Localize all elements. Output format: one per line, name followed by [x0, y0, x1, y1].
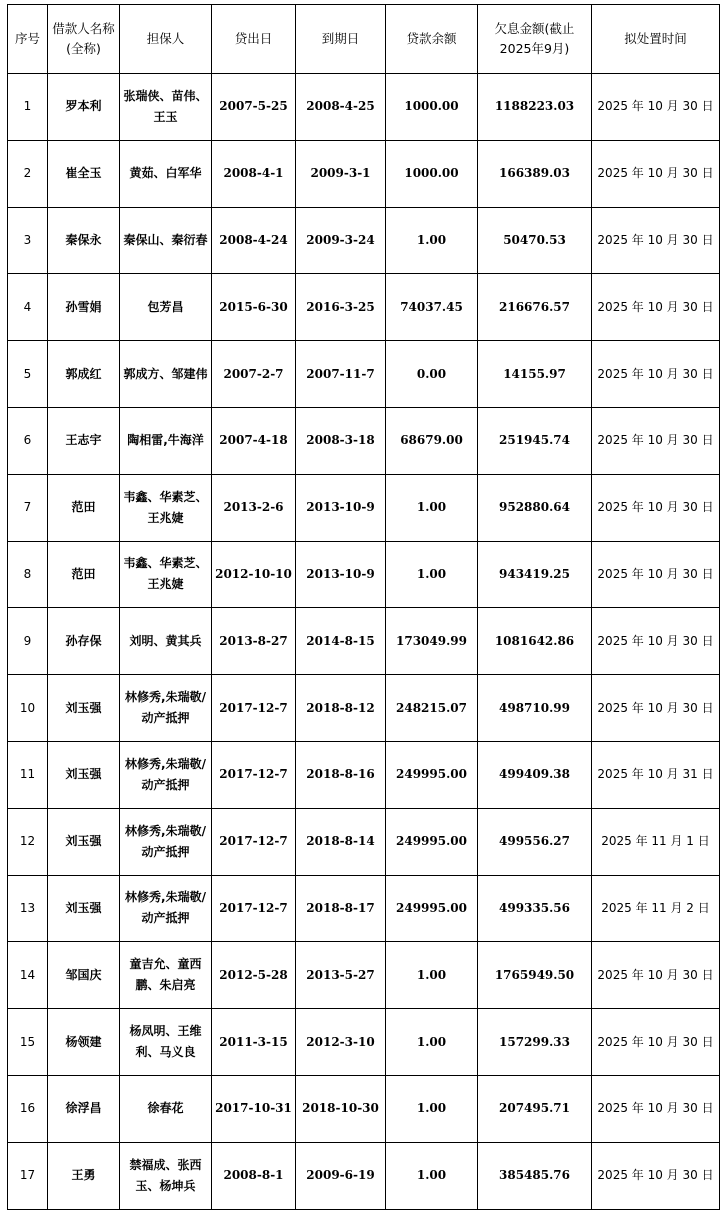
header-loan-date: 贷出日: [212, 5, 296, 74]
due-date: 2018-8-16: [296, 741, 386, 808]
borrower-name: 范田: [48, 541, 120, 608]
row-index: 9: [8, 608, 48, 675]
loan-balance: 248215.07: [386, 675, 478, 742]
guarantor: 杨凤明、王维利、马义良: [120, 1009, 212, 1076]
borrower-name: 孙存保: [48, 608, 120, 675]
borrower-name: 孙雪娟: [48, 274, 120, 341]
loan-date: 2013-8-27: [212, 608, 296, 675]
planned-disposal-date: 2025 年 10 月 30 日: [592, 608, 720, 675]
guarantor: 韦鑫、华素芝、王兆婕: [120, 541, 212, 608]
planned-disposal-date: 2025 年 10 月 30 日: [592, 1142, 720, 1209]
borrower-name: 刘玉强: [48, 808, 120, 875]
guarantor: 包芳昌: [120, 274, 212, 341]
interest-owed: 385485.76: [478, 1142, 592, 1209]
planned-disposal-date: 2025 年 11 月 2 日: [592, 875, 720, 942]
borrower-name: 郭成红: [48, 341, 120, 408]
loan-balance: 1.00: [386, 1142, 478, 1209]
row-index: 16: [8, 1075, 48, 1142]
planned-disposal-date: 2025 年 10 月 30 日: [592, 274, 720, 341]
planned-disposal-date: 2025 年 10 月 30 日: [592, 675, 720, 742]
due-date: 2007-11-7: [296, 341, 386, 408]
table-row: [8, 274, 720, 341]
interest-owed: 251945.74: [478, 407, 592, 474]
due-date: 2016-3-25: [296, 274, 386, 341]
loan-date: 2008-8-1: [212, 1142, 296, 1209]
due-date: 2013-5-27: [296, 942, 386, 1009]
loan-date: 2012-10-10: [212, 541, 296, 608]
loan-date: 2017-12-7: [212, 875, 296, 942]
loan-balance: 249995.00: [386, 808, 478, 875]
table-row: [8, 1009, 720, 1076]
planned-disposal-date: 2025 年 10 月 31 日: [592, 741, 720, 808]
planned-disposal-date: 2025 年 10 月 30 日: [592, 207, 720, 274]
planned-disposal-date: 2025 年 10 月 30 日: [592, 407, 720, 474]
borrower-name: 刘玉强: [48, 875, 120, 942]
table-row: [8, 541, 720, 608]
borrower-name: 刘玉强: [48, 741, 120, 808]
table-row: [8, 341, 720, 408]
header-interest-owed: 欠息金额(截止2025年9月): [478, 5, 592, 74]
planned-disposal-date: 2025 年 10 月 30 日: [592, 541, 720, 608]
due-date: 2008-4-25: [296, 74, 386, 141]
interest-owed: 499556.27: [478, 808, 592, 875]
interest-owed: 50470.53: [478, 207, 592, 274]
loan-date: 2007-5-25: [212, 74, 296, 141]
due-date: 2009-3-1: [296, 140, 386, 207]
loan-date: 2007-2-7: [212, 341, 296, 408]
guarantor: 黄茹、白军华: [120, 140, 212, 207]
guarantor: 刘明、黄其兵: [120, 608, 212, 675]
loan-table: [7, 4, 720, 1210]
loan-balance: 68679.00: [386, 407, 478, 474]
due-date: 2009-6-19: [296, 1142, 386, 1209]
loan-balance: 1000.00: [386, 140, 478, 207]
interest-owed: 952880.64: [478, 474, 592, 541]
interest-owed: 207495.71: [478, 1075, 592, 1142]
due-date: 2018-8-12: [296, 675, 386, 742]
row-index: 14: [8, 942, 48, 1009]
borrower-name: 邹国庆: [48, 942, 120, 1009]
row-index: 10: [8, 675, 48, 742]
interest-owed: 499409.38: [478, 741, 592, 808]
row-index: 7: [8, 474, 48, 541]
header-guarantor: 担保人: [120, 5, 212, 74]
loan-balance: 1000.00: [386, 74, 478, 141]
interest-owed: 1188223.03: [478, 74, 592, 141]
guarantor: 林修秀,朱瑞敬/动产抵押: [120, 808, 212, 875]
loan-date: 2015-6-30: [212, 274, 296, 341]
interest-owed: 166389.03: [478, 140, 592, 207]
table-row: [8, 741, 720, 808]
table-row: [8, 942, 720, 1009]
guarantor: 禁福成、张西玉、杨坤兵: [120, 1142, 212, 1209]
borrower-name: 王勇: [48, 1142, 120, 1209]
table-row: [8, 74, 720, 141]
table-row: [8, 140, 720, 207]
loan-date: 2011-3-15: [212, 1009, 296, 1076]
row-index: 3: [8, 207, 48, 274]
loan-balance: 173049.99: [386, 608, 478, 675]
header-planned-disposal: 拟处置时间: [592, 5, 720, 74]
loan-balance: 1.00: [386, 474, 478, 541]
header-balance: 贷款余额: [386, 5, 478, 74]
row-index: 1: [8, 74, 48, 141]
loan-date: 2017-12-7: [212, 741, 296, 808]
loan-balance: 0.00: [386, 341, 478, 408]
loan-balance: 1.00: [386, 942, 478, 1009]
borrower-name: 刘玉强: [48, 675, 120, 742]
table-row: [8, 675, 720, 742]
table-row: [8, 1075, 720, 1142]
planned-disposal-date: 2025 年 10 月 30 日: [592, 474, 720, 541]
loan-date: 2017-10-31: [212, 1075, 296, 1142]
due-date: 2018-8-17: [296, 875, 386, 942]
table-row: [8, 808, 720, 875]
interest-owed: 1081642.86: [478, 608, 592, 675]
header-due-date: 到期日: [296, 5, 386, 74]
loan-date: 2008-4-1: [212, 140, 296, 207]
guarantor: 秦保山、秦衍春: [120, 207, 212, 274]
planned-disposal-date: 2025 年 10 月 30 日: [592, 74, 720, 141]
due-date: 2013-10-9: [296, 541, 386, 608]
due-date: 2009-3-24: [296, 207, 386, 274]
borrower-name: 徐浮昌: [48, 1075, 120, 1142]
guarantor: 郭成方、邹建伟: [120, 341, 212, 408]
table-row: [8, 875, 720, 942]
loan-date: 2017-12-7: [212, 808, 296, 875]
borrower-name: 罗本利: [48, 74, 120, 141]
loan-balance: 1.00: [386, 207, 478, 274]
due-date: 2018-8-14: [296, 808, 386, 875]
table-header-row: [8, 5, 720, 74]
loan-balance: 249995.00: [386, 741, 478, 808]
table-row: [8, 608, 720, 675]
due-date: 2008-3-18: [296, 407, 386, 474]
planned-disposal-date: 2025 年 10 月 30 日: [592, 140, 720, 207]
guarantor: 徐春花: [120, 1075, 212, 1142]
loan-date: 2008-4-24: [212, 207, 296, 274]
loan-balance: 74037.45: [386, 274, 478, 341]
row-index: 5: [8, 341, 48, 408]
borrower-name: 崔全玉: [48, 140, 120, 207]
borrower-name: 王志宇: [48, 407, 120, 474]
due-date: 2013-10-9: [296, 474, 386, 541]
row-index: 15: [8, 1009, 48, 1076]
row-index: 8: [8, 541, 48, 608]
interest-owed: 1765949.50: [478, 942, 592, 1009]
interest-owed: 14155.97: [478, 341, 592, 408]
loan-balance: 249995.00: [386, 875, 478, 942]
planned-disposal-date: 2025 年 10 月 30 日: [592, 1075, 720, 1142]
loan-balance: 1.00: [386, 1009, 478, 1076]
row-index: 12: [8, 808, 48, 875]
row-index: 6: [8, 407, 48, 474]
interest-owed: 157299.33: [478, 1009, 592, 1076]
planned-disposal-date: 2025 年 10 月 30 日: [592, 341, 720, 408]
interest-owed: 216676.57: [478, 274, 592, 341]
borrower-name: 秦保永: [48, 207, 120, 274]
due-date: 2018-10-30: [296, 1075, 386, 1142]
guarantor: 陶相雷,牛海洋: [120, 407, 212, 474]
row-index: 2: [8, 140, 48, 207]
row-index: 17: [8, 1142, 48, 1209]
loan-balance: 1.00: [386, 541, 478, 608]
guarantor: 林修秀,朱瑞敬/动产抵押: [120, 875, 212, 942]
due-date: 2012-3-10: [296, 1009, 386, 1076]
row-index: 11: [8, 741, 48, 808]
guarantor: 张瑞侠、苗伟、王玉: [120, 74, 212, 141]
planned-disposal-date: 2025 年 11 月 1 日: [592, 808, 720, 875]
loan-date: 2012-5-28: [212, 942, 296, 1009]
guarantor: 林修秀,朱瑞敬/动产抵押: [120, 741, 212, 808]
interest-owed: 943419.25: [478, 541, 592, 608]
table-row: [8, 474, 720, 541]
loan-date: 2007-4-18: [212, 407, 296, 474]
planned-disposal-date: 2025 年 10 月 30 日: [592, 1009, 720, 1076]
table-row: [8, 207, 720, 274]
guarantor: 韦鑫、华素芝、王兆婕: [120, 474, 212, 541]
loan-date: 2013-2-6: [212, 474, 296, 541]
loan-date: 2017-12-7: [212, 675, 296, 742]
table-row: [8, 1142, 720, 1209]
interest-owed: 499335.56: [478, 875, 592, 942]
guarantor: 童吉允、童西鹏、朱启亮: [120, 942, 212, 1009]
planned-disposal-date: 2025 年 10 月 30 日: [592, 942, 720, 1009]
row-index: 4: [8, 274, 48, 341]
loan-balance: 1.00: [386, 1075, 478, 1142]
borrower-name: 杨领建: [48, 1009, 120, 1076]
borrower-name: 范田: [48, 474, 120, 541]
row-index: 13: [8, 875, 48, 942]
table-row: [8, 407, 720, 474]
header-borrower: 借款人名称(全称): [48, 5, 120, 74]
guarantor: 林修秀,朱瑞敬/动产抵押: [120, 675, 212, 742]
interest-owed: 498710.99: [478, 675, 592, 742]
due-date: 2014-8-15: [296, 608, 386, 675]
header-index: 序号: [8, 5, 48, 74]
